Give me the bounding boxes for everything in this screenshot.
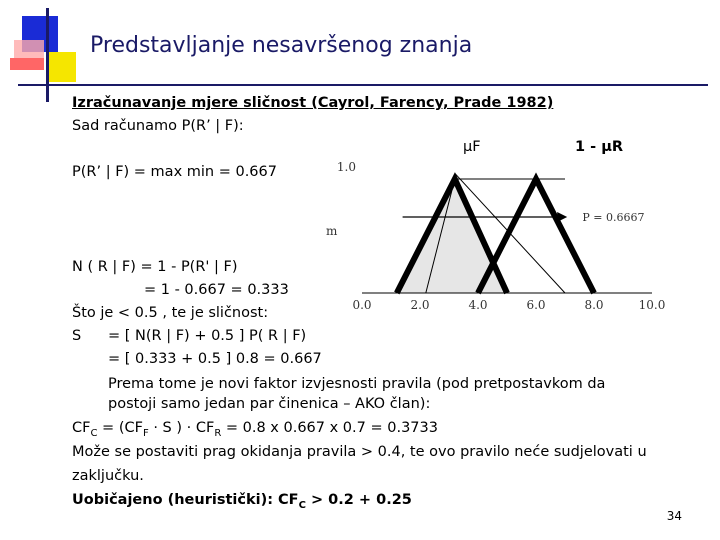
legend-1-minus-muR: 1 - µR — [575, 139, 624, 155]
cfc-sub-c: R — [214, 427, 222, 439]
cfc-part-d: = 0.8 x 0.667 x 0.7 = 0.3733 — [221, 420, 438, 436]
text-prema2: postoji samo jedan par činenica – AKO član): — [108, 396, 431, 412]
x-tick-label: 10.0 — [638, 298, 665, 312]
cfc-sub-b: F — [142, 427, 149, 439]
y-tick-label: 1.0 — [336, 160, 356, 174]
text-cfc — [72, 419, 438, 443]
text-s2: = [ 0.333 + 0.5 ] 0.8 = 0.667 — [108, 351, 322, 367]
legend-muF: µF — [463, 139, 481, 155]
text-prema1: Prema tome je novi faktor izvjesnosti pravila (pod pretpostavkom da — [108, 376, 606, 392]
title-horizontal-rule — [18, 84, 708, 86]
x-tick-label: 4.0 — [468, 298, 488, 312]
page-title: Predstavljanje nesavršenog znanja — [90, 33, 473, 58]
text-uobicajeno — [72, 491, 412, 515]
text-p: P(R’ | F) = max min = 0.667 — [72, 164, 277, 180]
text-s-label: S — [72, 328, 82, 344]
page-number: 34 — [666, 509, 682, 523]
text-sto: Što je < 0.5 , te je sličnost: — [72, 305, 269, 321]
cfc-part-a: CF — [72, 420, 91, 436]
membership-chart — [320, 125, 665, 315]
text-n1: N ( R | F) = 1 - P(R' | F) — [72, 259, 238, 275]
uob-sub-a: C — [298, 499, 306, 511]
deco-square-pink — [14, 40, 44, 58]
deco-square-yellow — [48, 52, 76, 82]
deco-square-red — [10, 58, 44, 70]
cfc-part-c: · S ) · CF — [148, 420, 215, 436]
x-tick-label: 6.0 — [526, 298, 546, 312]
text-moze1: Može se postaviti prag okidanja pravila > 0.4, te ovo pravilo neće sudjelovati u — [72, 444, 647, 460]
y-axis-label: m — [326, 224, 338, 238]
x-tick-label: 8.0 — [584, 298, 604, 312]
x-tick-label: 2.0 — [410, 298, 430, 312]
text-s1: = [ N(R | F) + 0.5 ] P( R | F) — [108, 328, 307, 344]
uob-part-a: Uobičajeno (heuristički): CF — [72, 492, 299, 508]
cfc-sub-a: C — [90, 427, 98, 439]
cfc-part-b: = (CF — [97, 420, 143, 436]
text-moze2: zaključku. — [72, 468, 144, 484]
title-vertical-rule — [46, 8, 49, 102]
p-level-annotation: P = 0.6667 — [582, 210, 645, 224]
uob-part-b: > 0.2 + 0.25 — [305, 492, 412, 508]
section-heading: Izračunavanje mjere sličnost (Cayrol, Farency, Prade 1982) — [72, 95, 554, 111]
x-tick-label: 0.0 — [352, 298, 372, 312]
text-sad: Sad računamo P(R’ | F): — [72, 118, 244, 134]
text-n2: = 1 - 0.667 = 0.333 — [144, 282, 289, 298]
